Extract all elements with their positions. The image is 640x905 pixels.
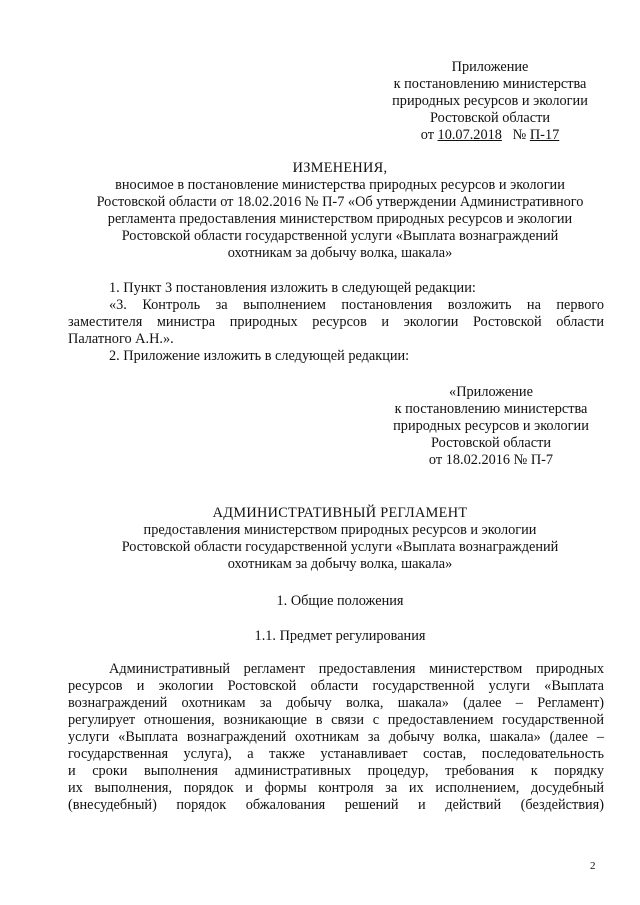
- resolution-date: 10.07.2018: [437, 127, 502, 143]
- body-line: вознаграждений охотникам за добычу волка, шакала» (далее – Регламент): [68, 695, 604, 711]
- annex-quote-line: от 18.02.2016 № П-7: [428, 452, 554, 468]
- changes-title: ИЗМЕНЕНИЯ,: [292, 160, 388, 176]
- body-line: ресурсов и экологии Ростовской области государственной услуги «Выплата: [68, 678, 604, 694]
- body-line: (внесудебный) порядок обжалования решений и действий (бездействия): [68, 797, 604, 813]
- number-prefix: №: [512, 127, 527, 143]
- date-prefix: от: [420, 127, 434, 143]
- body-line: услуги «Выплата вознаграждений охотникам за добычу волка, шакала» (далее –: [68, 729, 604, 745]
- subsection-heading: 1.1. Предмет регулирования: [254, 628, 426, 644]
- changes-subtitle-line: охотникам за добычу волка, шакала»: [227, 245, 453, 261]
- body-line: государственная услуга), а также устанавливает состав, последовательность: [68, 746, 604, 762]
- changes-subtitle-line: регламента предоставления министерством природных ресурсов и экологии: [107, 211, 573, 227]
- annex-header: [380, 59, 600, 144]
- body-line: Административный регламент предоставления министерством природных: [109, 661, 604, 677]
- item-1-text-line: «3. Контроль за выполнением постановления возложить на первого: [109, 297, 604, 313]
- changes-block: [60, 160, 620, 262]
- changes-subtitle-line: Ростовской области государственной услуги «Выплата вознаграждений: [121, 228, 559, 244]
- item-1: 1. Пункт 3 постановления изложить в следующей редакции:: [109, 280, 476, 296]
- regulation-title: АДМИНИСТРАТИВНЫЙ РЕГЛАМЕНТ: [212, 505, 468, 521]
- body-paragraph: [68, 661, 604, 814]
- annex-header-line: Ростовской области: [429, 110, 551, 126]
- annex-header-line: природных ресурсов и экологии: [392, 93, 588, 109]
- resolution-number: П-17: [529, 127, 560, 143]
- annex-header-line: Приложение: [451, 59, 529, 75]
- annex-header-line: к постановлению министерства: [393, 76, 587, 92]
- changes-subtitle-line: Ростовской области от 18.02.2016 № П-7 «Об утверждении Административного: [96, 194, 584, 210]
- regulation-block: [60, 505, 620, 573]
- annex-quote-line: к постановлению министерства: [394, 401, 588, 417]
- item-1-text-line: Палатного А.Н.».: [68, 331, 174, 347]
- item-2: 2. Приложение изложить в следующей редакции:: [109, 348, 410, 364]
- body-line: их выполнения, порядок и формы контроля за их исполнением, досудебный: [68, 780, 604, 796]
- annex-quote-line: природных ресурсов и экологии: [393, 418, 589, 434]
- regulation-subtitle-line: Ростовской области государственной услуги «Выплата вознаграждений: [121, 539, 559, 555]
- body-line: и сроки выполнения административных процедур, требования к порядку: [68, 763, 604, 779]
- regulation-subtitle-line: предоставления министерством природных ресурсов и экологии: [143, 522, 537, 538]
- changes-subtitle-line: вносимое в постановление министерства природных ресурсов и экологии: [115, 177, 565, 193]
- page-number: 2: [590, 860, 596, 872]
- annex-quote-line: Ростовской области: [430, 435, 552, 451]
- section-heading: 1. Общие положения: [276, 593, 404, 609]
- annex-quote: [380, 384, 602, 469]
- annex-header-date-line: [380, 127, 600, 144]
- regulation-subtitle-line: охотникам за добычу волка, шакала»: [227, 556, 453, 572]
- annex-quote-line: «Приложение: [449, 384, 533, 400]
- item-1-text-line: заместителя министра природных ресурсов и экологии Ростовской области: [68, 314, 604, 330]
- body-line: регулирует отношения, возникающие в связи с предоставлением государственной: [68, 712, 604, 728]
